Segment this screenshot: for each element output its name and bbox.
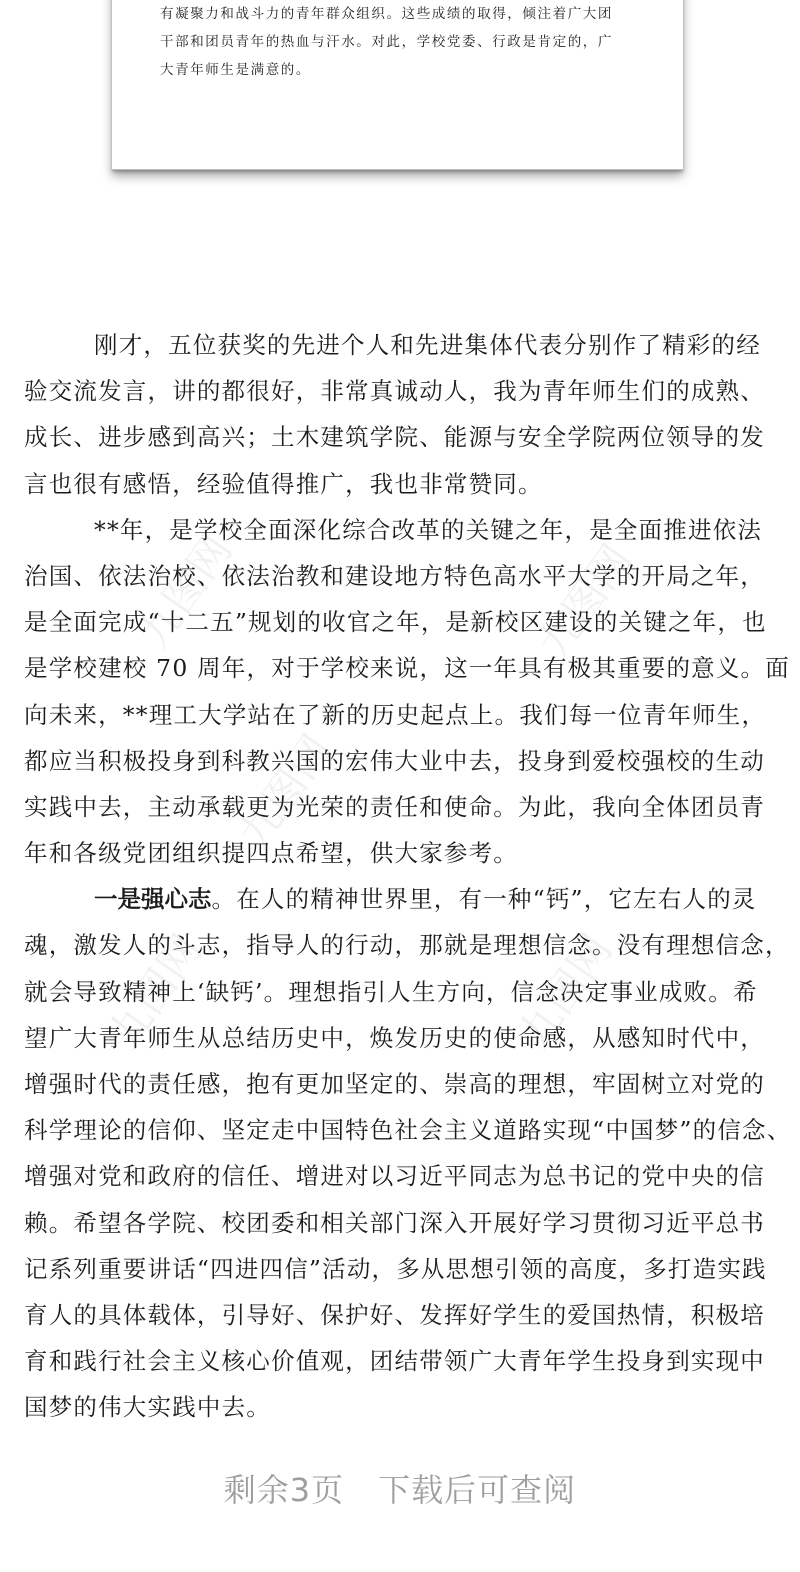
text-line: 育和践行社会主义核心价值观，团结带领广大青年学生投身到实现中 bbox=[24, 1347, 765, 1376]
download-prompt[interactable] bbox=[0, 1465, 800, 1511]
text-line: 是全面完成“十二五”规划的收官之年，是新校区建设的关键之年，也 bbox=[24, 608, 767, 637]
remaining-pages-label: 剩余3页 bbox=[223, 1471, 345, 1509]
text-line: 都应当积极投身到科教兴国的宏伟大业中去，投身到爱校强校的生动 bbox=[24, 746, 765, 775]
text-line: 国梦的伟大实践中去。 bbox=[24, 1393, 271, 1422]
text-line: 增强时代的责任感，抱有更加坚定的、崇高的理想，牢固树立对党的 bbox=[24, 1070, 765, 1098]
text-line: 验交流发言，讲的都很好，非常真诚动人，我为青年师生们的成熟、 bbox=[24, 377, 765, 406]
card-line: 大青年师生是满意的。 bbox=[160, 62, 311, 78]
paragraph-2 bbox=[24, 507, 794, 877]
text-line: 言也很有感悟，经验值得推广，我也非常赞同。 bbox=[24, 469, 543, 498]
text-span: 。在人的精神世界里，有一种“钙”，它左右人的灵 bbox=[211, 885, 757, 914]
previous-page-text bbox=[160, 0, 613, 84]
watermark: 九图网 bbox=[508, 925, 622, 1058]
card-line: 有凝聚力和战斗力的青年群众组织。这些成绩的取得，倾注着广大团 bbox=[160, 6, 613, 22]
text-line: 记系列重要讲话“四进四信”活动，多从思想引领的高度，多打造实践 bbox=[24, 1254, 767, 1283]
text-line bbox=[24, 876, 794, 922]
text-line: 就会导致精神上‘缺钙’。理想指引人生方向，信念决定事业成败。希 bbox=[24, 977, 758, 1006]
document-body bbox=[24, 322, 794, 1431]
text-line: 是学校建校 70 周年，对于学校来说，这一年具有极其重要的意义。面 bbox=[24, 654, 790, 683]
text-line: 治国、依法治校、依法治教和建设地方特色高水平大学的开局之年， bbox=[24, 561, 765, 590]
watermark: 九图网 bbox=[528, 535, 642, 668]
section-heading: 一是强心志 bbox=[94, 885, 212, 914]
text-line: 育人的具体载体，引导好、保护好、发挥好学生的爱国热情，积极培 bbox=[24, 1300, 765, 1329]
text-line: 赖。希望各学院、校团委和相关部门深入开展好学习贯彻习近平总书 bbox=[24, 1208, 765, 1237]
text-line: 实践中去，主动承载更为光荣的责任和使命。为此，我向全体团员青 bbox=[24, 792, 765, 821]
paragraph-1 bbox=[24, 322, 794, 507]
text-line: 增强对党和政府的信任、增进对以习近平同志为总书记的党中央的信 bbox=[24, 1162, 765, 1191]
watermark: 九图网 bbox=[228, 725, 342, 858]
text-line: 向未来，**理工大学站在了新的历史起点上。我们每一位青年师生， bbox=[24, 700, 767, 729]
text-line: 魂，激发人的斗志，指导人的行动，那就是理想信念。没有理想信念， bbox=[24, 931, 790, 960]
card-line: 干部和团员青年的热血与汗水。对此，学校党委、行政是肯定的，广 bbox=[160, 34, 613, 50]
previous-page-card bbox=[112, 0, 683, 170]
download-to-view-link[interactable]: 下载后可查阅 bbox=[378, 1471, 577, 1509]
text-line: 刚才，五位获奖的先进个人和先进集体代表分别作了精彩的经 bbox=[94, 331, 761, 359]
text-line: 年和各级党团组织提四点希望，供大家参考。 bbox=[24, 839, 518, 868]
watermark: 九图网 bbox=[98, 925, 212, 1058]
text-line: **年，是学校全面深化综合改革的关键之年，是全面推进依法 bbox=[94, 515, 763, 544]
watermark: 九图网 bbox=[128, 525, 242, 658]
text-line: 科学理论的信仰、坚定走中国特色社会主义道路实现“中国梦”的信念、 bbox=[24, 1116, 792, 1145]
paragraph-3 bbox=[24, 876, 794, 1430]
text-line: 成长、进步感到高兴；土木建筑学院、能源与安全学院两位领导的发 bbox=[24, 423, 765, 452]
text-line: 望广大青年师生从总结历史中，焕发历史的使命感，从感知时代中， bbox=[24, 1023, 765, 1052]
